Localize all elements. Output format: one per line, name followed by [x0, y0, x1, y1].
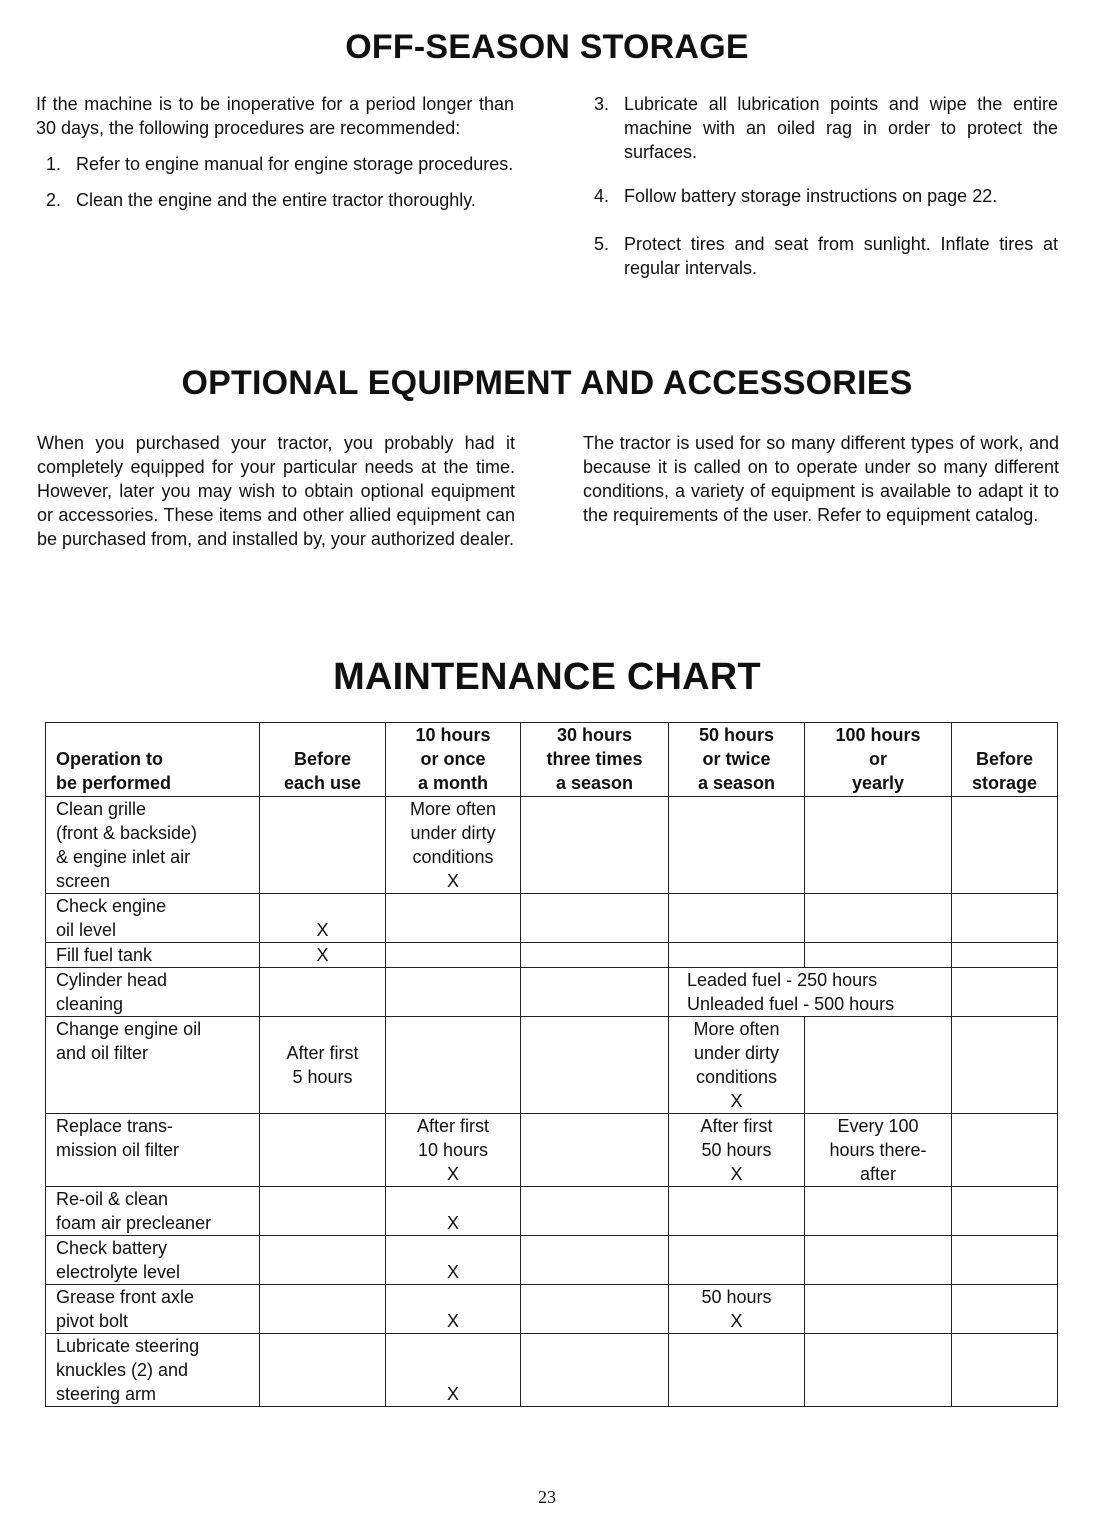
cell-100-hours	[805, 1334, 952, 1407]
off-season-right-column	[584, 92, 1058, 292]
cell-100-hours	[805, 797, 952, 894]
list-text: Protect tires and seat from sunlight. Inflate tires at regular intervals.	[624, 234, 1058, 278]
cell-before-storage	[952, 1017, 1058, 1114]
cell-text: X	[446, 1262, 459, 1282]
cell-10-hours	[386, 1017, 521, 1114]
cell-before-each-use	[260, 968, 386, 1017]
cell-text: X	[446, 1384, 459, 1404]
cell-10-hours	[386, 1114, 521, 1187]
cell-50-hours	[669, 1017, 805, 1114]
cell-10-hours	[386, 797, 521, 894]
header-text: Operation to	[56, 749, 163, 769]
cell-text: X	[730, 1311, 743, 1331]
cell-text: After first	[416, 1116, 489, 1136]
optional-left-paragraph: When you purchased your tractor, you probably had it completely equipped for your particular needs at the time. However, later you may wish to obtain optional equipment or accessories. These items and other allied equipment can be purchased from, and installed by, your authorized dealer.	[37, 433, 515, 549]
header-text: 50 hours	[698, 725, 775, 745]
off-season-item-1	[36, 152, 514, 176]
cell-before-storage	[952, 1187, 1058, 1236]
cell-text: & engine inlet air	[56, 847, 191, 867]
off-season-left-column	[36, 92, 514, 292]
cell-50-hours	[669, 943, 805, 968]
cell-text: Lubricate steering	[56, 1336, 200, 1356]
cell-text: screen	[56, 871, 111, 891]
cell-operation	[46, 1285, 260, 1334]
cell-50-hours	[669, 1285, 805, 1334]
list-number: 2.	[46, 190, 62, 210]
cell-text: X	[446, 1311, 459, 1331]
cell-text: 10 hours	[417, 1140, 489, 1160]
cell-text: conditions	[412, 847, 494, 867]
cell-50-hours	[669, 1334, 805, 1407]
cell-10-hours	[386, 1334, 521, 1407]
header-50-hours	[669, 723, 805, 797]
cell-text: and oil filter	[56, 1043, 149, 1063]
cell-operation	[46, 1017, 260, 1114]
cell-text: After first	[286, 1043, 359, 1063]
off-season-intro: If the machine is to be inoperative for a period longer than 30 days, the following procedures are recommended:	[36, 94, 514, 138]
cell-operation	[46, 943, 260, 968]
header-text: a month	[418, 773, 488, 793]
cell-operation	[46, 1334, 260, 1407]
cell-text: after	[859, 1164, 897, 1184]
cell-text: X	[446, 1213, 459, 1233]
cell-text: Grease front axle	[56, 1287, 195, 1307]
cell-text: X	[730, 1091, 743, 1111]
table-row	[46, 1285, 1058, 1334]
cell-50-hours	[669, 1187, 805, 1236]
header-30-hours	[521, 723, 669, 797]
header-text: be performed	[56, 773, 172, 793]
cell-before-each-use	[260, 1285, 386, 1334]
cell-text: X	[446, 871, 459, 891]
cell-operation	[46, 894, 260, 943]
cell-operation	[46, 1114, 260, 1187]
header-100-hours	[805, 723, 952, 797]
cell-text: (front & backside)	[56, 823, 198, 843]
header-text: 10 hours	[415, 725, 491, 745]
list-text: Follow battery storage instructions on page 22.	[624, 186, 998, 206]
optional-right-paragraph: The tractor is used for so many different types of work, and because it is called on to operate under so many different conditions, a variety of equipment is available to adapt it to the requirements of the user. Refer to equipment catalog.	[583, 433, 1059, 525]
table-row	[46, 1017, 1058, 1114]
table-row	[46, 1334, 1058, 1407]
cell-operation	[46, 968, 260, 1017]
cell-10-hours	[386, 1187, 521, 1236]
table-row	[46, 797, 1058, 894]
cell-before-storage	[952, 894, 1058, 943]
cell-text: cleaning	[56, 994, 124, 1014]
cell-text: 50 hours	[701, 1140, 772, 1160]
cell-text: Replace trans-	[56, 1116, 174, 1136]
cell-100-hours	[805, 894, 952, 943]
header-text: a season	[555, 773, 634, 793]
header-text: or once	[420, 749, 486, 769]
header-text: a season	[697, 773, 776, 793]
header-text: 100 hours	[835, 725, 921, 745]
cell-text: hours there-	[829, 1140, 927, 1160]
header-text: each use	[283, 773, 362, 793]
table-row	[46, 943, 1058, 968]
header-text: Before	[293, 749, 351, 769]
header-10-hours	[386, 723, 521, 797]
cell-text: After first	[700, 1116, 773, 1136]
cell-100-hours	[805, 1187, 952, 1236]
cell-before-each-use	[260, 1236, 386, 1285]
cell-text: Cylinder head	[56, 970, 168, 990]
cell-30-hours	[521, 1285, 669, 1334]
cell-30-hours	[521, 894, 669, 943]
cell-50-hours	[669, 797, 805, 894]
off-season-item-4	[584, 184, 1058, 208]
list-number: 3.	[594, 94, 610, 114]
cell-100-hours	[805, 1236, 952, 1285]
header-text: Before	[975, 749, 1033, 769]
cell-10-hours	[386, 1285, 521, 1334]
cell-before-storage	[952, 1236, 1058, 1285]
cell-text: 5 hours	[292, 1067, 353, 1087]
cell-10-hours	[386, 894, 521, 943]
cell-text: Re-oil & clean	[56, 1189, 169, 1209]
cell-operation	[46, 1236, 260, 1285]
cell-before-storage	[952, 797, 1058, 894]
header-before-each-use	[260, 723, 386, 797]
cell-text: under dirty	[693, 1043, 780, 1063]
cell-operation	[46, 1187, 260, 1236]
off-season-title: OFF-SEASON STORAGE	[345, 28, 749, 66]
cell-30-hours	[521, 1114, 669, 1187]
list-text: Refer to engine manual for engine storage procedures.	[76, 154, 514, 174]
cell-text: under dirty	[410, 823, 496, 843]
off-season-columns	[36, 92, 1058, 292]
cell-before-each-use	[260, 1187, 386, 1236]
cell-text: Every 100	[837, 1116, 919, 1136]
cell-before-each-use	[260, 797, 386, 894]
maintenance-chart-title: MAINTENANCE CHART	[333, 656, 761, 698]
cell-100-hours	[805, 1017, 952, 1114]
cell-100-hours	[805, 1114, 952, 1187]
page-number: 23	[538, 1487, 556, 1507]
off-season-item-3	[584, 92, 1058, 164]
cell-text: Check engine	[56, 896, 167, 916]
cell-50-100-hours	[669, 968, 952, 1017]
header-text: yearly	[851, 773, 905, 793]
list-number: 5.	[594, 234, 610, 254]
cell-text: steering arm	[56, 1384, 157, 1404]
cell-10-hours	[386, 1236, 521, 1285]
cell-text: mission oil filter	[56, 1140, 180, 1160]
cell-text: foam air precleaner	[56, 1213, 212, 1233]
cell-text: Fill fuel tank	[56, 945, 153, 965]
cell-text: knuckles (2) and	[56, 1360, 189, 1380]
cell-operation	[46, 797, 260, 894]
off-season-item-2	[36, 188, 514, 212]
cell-text: Unleaded fuel - 500 hours	[687, 994, 895, 1014]
cell-before-storage	[952, 1114, 1058, 1187]
cell-text: More often	[409, 799, 497, 819]
cell-before-storage	[952, 968, 1058, 1017]
header-before-storage	[952, 723, 1058, 797]
cell-50-hours	[669, 1114, 805, 1187]
list-number: 4.	[594, 186, 610, 206]
cell-before-storage	[952, 1334, 1058, 1407]
cell-30-hours	[521, 1334, 669, 1407]
list-text: Lubricate all lubrication points and wipe the entire machine with an oiled rag in order to protect the surfaces.	[624, 94, 1058, 162]
cell-before-each-use	[260, 1334, 386, 1407]
optional-columns	[37, 431, 1059, 551]
cell-50-hours	[669, 894, 805, 943]
table-row	[46, 1187, 1058, 1236]
table-row	[46, 894, 1058, 943]
cell-10-hours	[386, 968, 521, 1017]
table-header-row	[46, 723, 1058, 797]
cell-text: More often	[693, 1019, 780, 1039]
cell-50-hours	[669, 1236, 805, 1285]
header-text: 30 hours	[556, 725, 633, 745]
cell-text: conditions	[695, 1067, 778, 1087]
header-text: or	[869, 749, 887, 769]
cell-text: X	[446, 1164, 459, 1184]
cell-before-storage	[952, 1285, 1058, 1334]
cell-text: X	[316, 920, 329, 940]
header-operation	[46, 723, 260, 797]
cell-text: X	[730, 1164, 743, 1184]
cell-text: 50 hours	[701, 1287, 772, 1307]
header-text: storage	[971, 773, 1038, 793]
cell-text: X	[316, 945, 329, 965]
cell-text: Leaded fuel - 250 hours	[687, 970, 878, 990]
table-row	[46, 1114, 1058, 1187]
cell-100-hours	[805, 1285, 952, 1334]
list-number: 1.	[46, 154, 62, 174]
cell-text: Clean grille	[56, 799, 147, 819]
off-season-item-5	[584, 232, 1058, 280]
cell-before-each-use	[260, 943, 386, 968]
cell-text: Change engine oil	[56, 1019, 202, 1039]
cell-30-hours	[521, 1236, 669, 1285]
table-row	[46, 968, 1058, 1017]
table-row	[46, 1236, 1058, 1285]
header-text: three times	[546, 749, 643, 769]
cell-before-each-use	[260, 1017, 386, 1114]
cell-text: Check battery	[56, 1238, 168, 1258]
cell-30-hours	[521, 1017, 669, 1114]
cell-10-hours	[386, 943, 521, 968]
cell-before-each-use	[260, 1114, 386, 1187]
cell-30-hours	[521, 1187, 669, 1236]
list-text: Clean the engine and the entire tractor thoroughly.	[76, 190, 476, 210]
maintenance-chart-table	[45, 722, 1058, 1407]
optional-equipment-title: OPTIONAL EQUIPMENT AND ACCESSORIES	[181, 364, 913, 402]
cell-before-storage	[952, 943, 1058, 968]
cell-text: oil level	[56, 920, 117, 940]
cell-30-hours	[521, 943, 669, 968]
header-text: or twice	[702, 749, 771, 769]
cell-text: electrolyte level	[56, 1262, 181, 1282]
cell-30-hours	[521, 797, 669, 894]
cell-text: pivot bolt	[56, 1311, 129, 1331]
cell-100-hours	[805, 943, 952, 968]
cell-30-hours	[521, 968, 669, 1017]
cell-before-each-use	[260, 894, 386, 943]
